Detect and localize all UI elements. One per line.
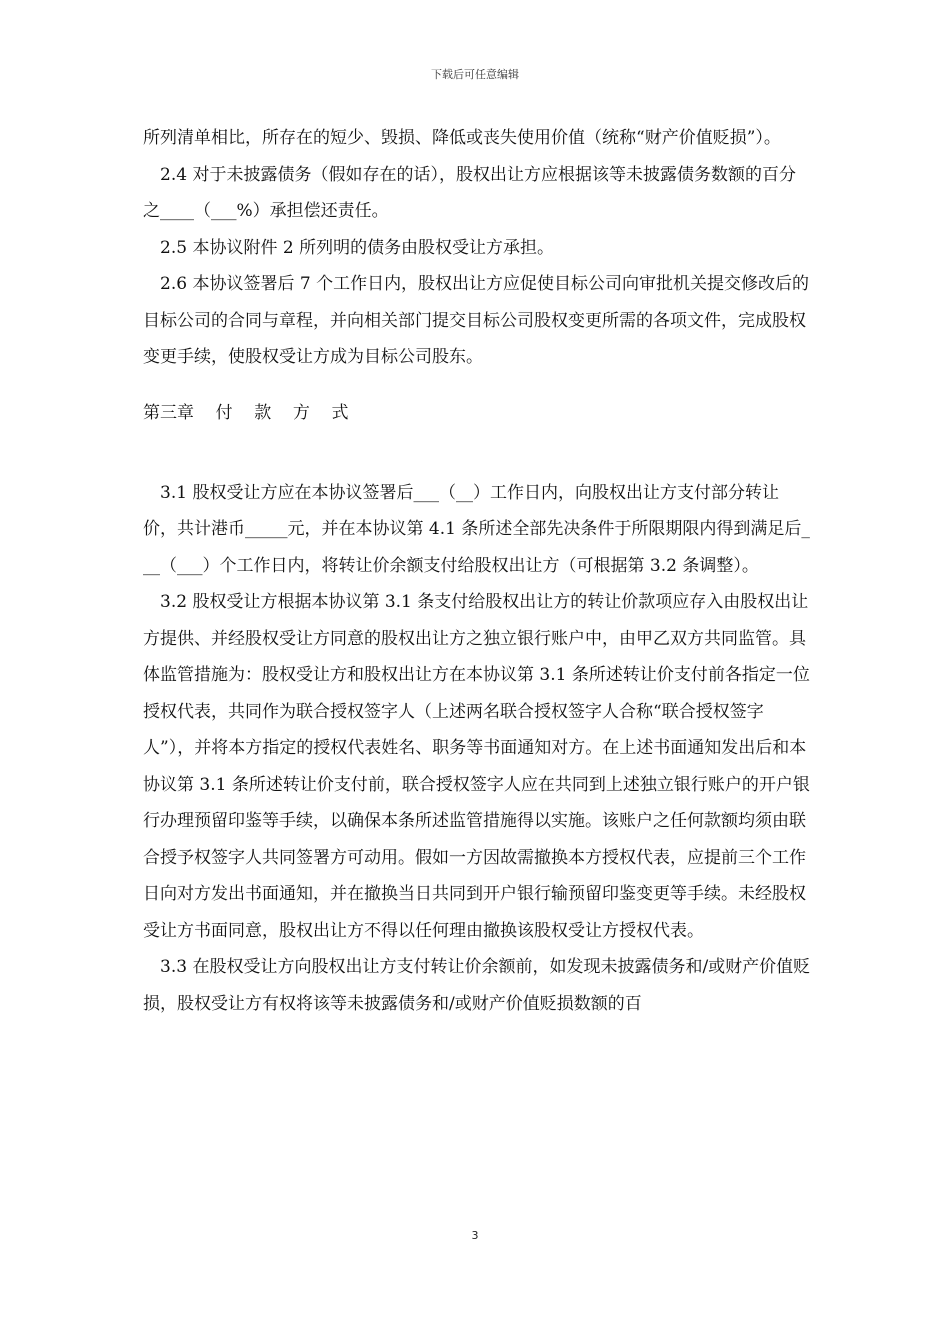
- clause-2-5: 2.5 本协议附件 2 所列明的债务由股权受让方承担。: [160, 237, 555, 258]
- chapter-heading: 第三章 付 款 方 式: [143, 402, 349, 423]
- document-body: [143, 120, 811, 1022]
- clause-3-1: 3.1 股权受让方应在本协议签署后___（__）工作日内，向股权出让方支付部分转让价，共计港币_____元，并在本协议第 4.1 条所述全部先决条件于所限期限内得到满足后___（___）个工作日内，将转让价余额支付给股权出让方（可根据第 3.2 条调整）。: [143, 482, 810, 576]
- paragraph-continuation: 所列清单相比，所存在的短少、毁损、降低或丧失使用价值（统称“财产价值贬损”）。: [143, 128, 781, 148]
- clause-3-3: 3.3 在股权受让方向股权出让方支付转让价余额前，如发现未披露债务和/或财产价值贬损，股权受让方有权将该等未披露债务和/或财产价值贬损数额的百: [143, 957, 811, 1014]
- clause-3-2: 3.2 股权受让方根据本协议第 3.1 条支付给股权出让方的转让价款项应存入由股权出让方提供、并经股权受让方同意的股权出让方之独立银行账户中，由甲乙双方共同监管。具体监管措施为：股权受让方和股权出让方在本协议第 3.1 条所述转让价支付前各指定一位授权代表，共同作为联合授权签字人（上述两名联合授权签字人合称“联合授权签字人”），并将本方指定的授权代表姓名、职务等书面通知对方。在上述书面通知发出后和本协议第 3.1 条所述转让价支付前，联合授权签字人应在共同到上述独立银行账户的开户银行办理预留印鉴等手续，以确保本条所述监管措施得以实施。该账户之任何款额均须由联合授予权签字人共同签署方可动用。假如一方因故需撤换本方授权代表，应提前三个工作日向对方发出书面通知，并在撤换当日共同到开户银行输预留印鉴变更等手续。未经股权受让方书面同意，股权出让方不得以任何理由撤换该股权受让方授权代表。: [143, 592, 810, 941]
- clause-2-4: 2.4 对于未披露债务（假如存在的话），股权出让方应根据该等未披露债务数额的百分之____（___%）承担偿还责任。: [143, 164, 796, 221]
- page-number: 3: [471, 1229, 479, 1242]
- clause-2-6: 2.6 本协议签署后 7 个工作日内，股权出让方应促使目标公司向审批机关提交修改后的目标公司的合同与章程，并向相关部门提交目标公司股权变更所需的各项文件，完成股权变更手续，使股权受让方成为目标公司股东。: [143, 274, 810, 367]
- page-header: 下载后可任意编辑: [431, 68, 519, 81]
